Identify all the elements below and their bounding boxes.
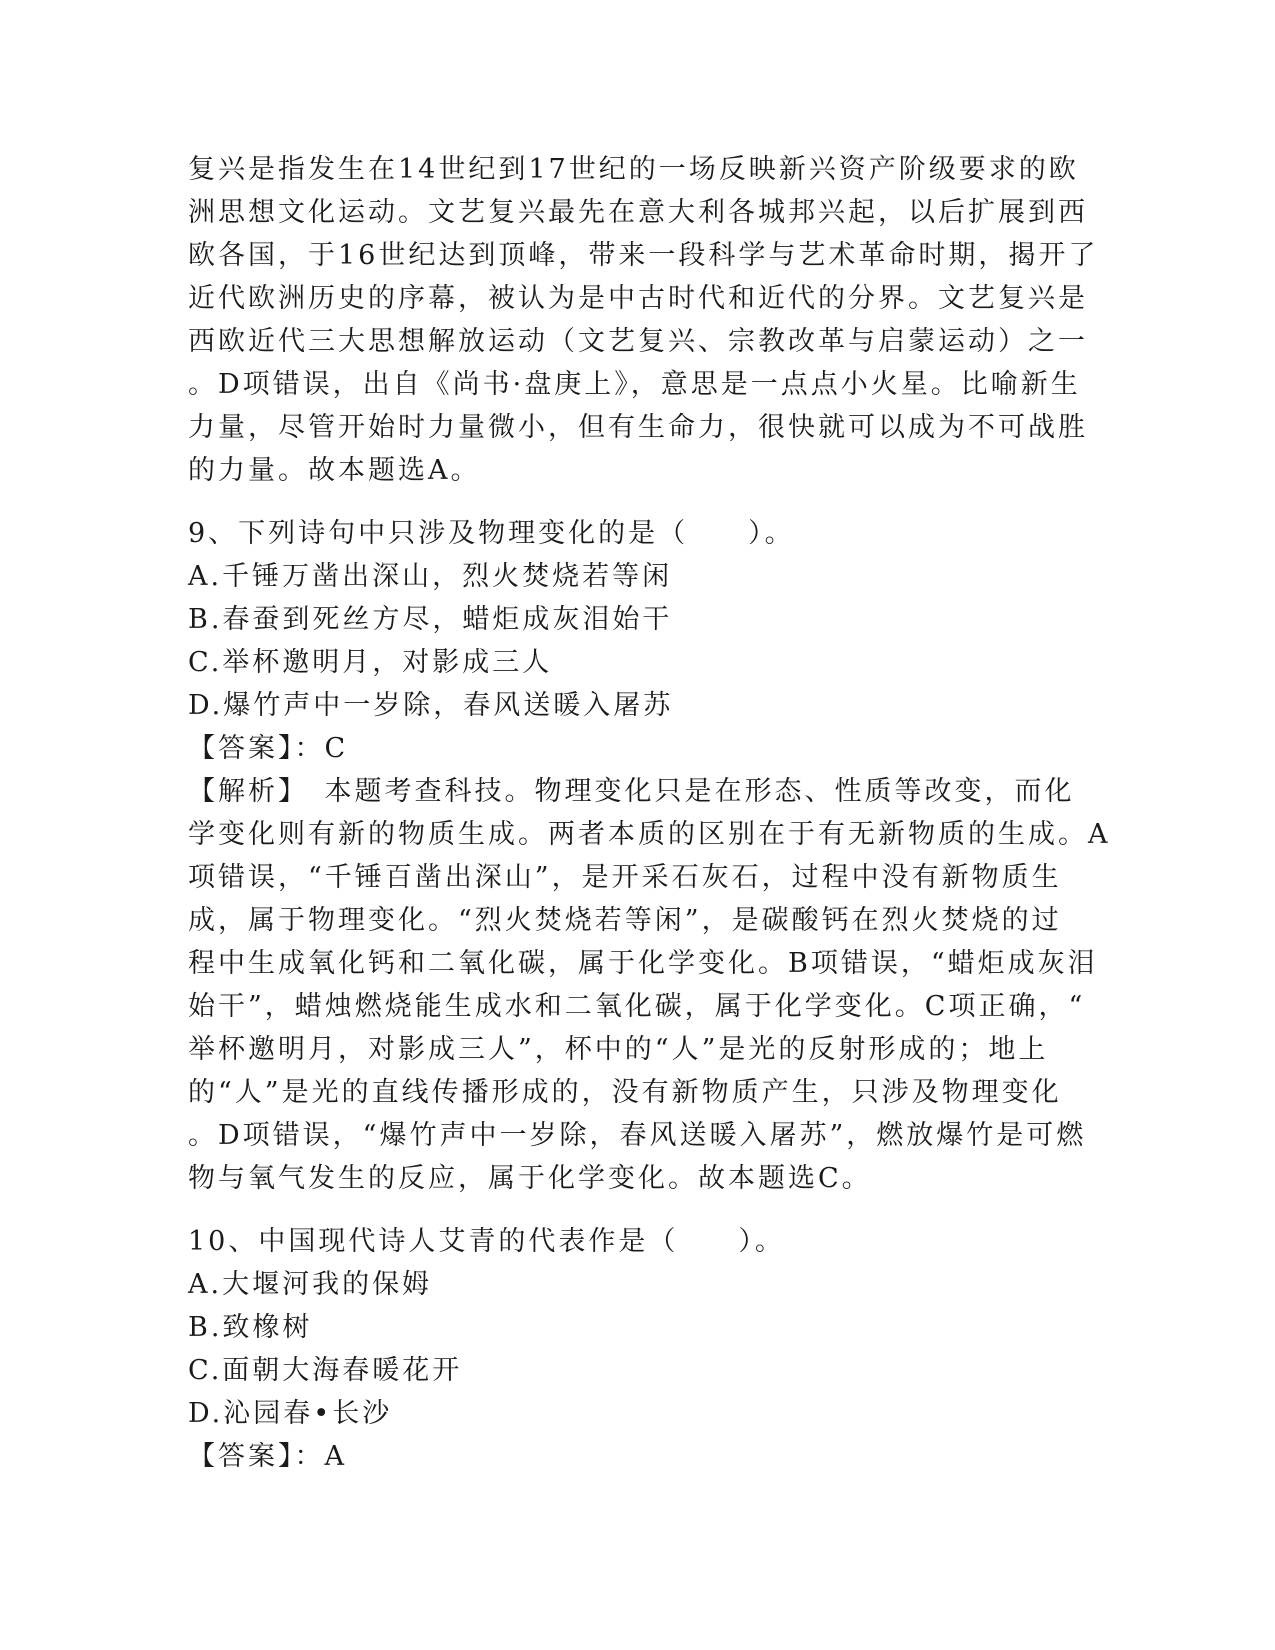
option-d: D.沁园春•长沙 bbox=[188, 1398, 393, 1429]
text-line: 物与氧气发生的反应，属于化学变化。故本题选C。 bbox=[188, 1163, 872, 1194]
explanation bbox=[188, 770, 1111, 1200]
prev-explanation bbox=[188, 148, 1099, 492]
option-a: A.大堰河我的保姆 bbox=[188, 1269, 433, 1300]
text-line: 西欧近代三大思想解放运动（文艺复兴、宗教改革与启蒙运动）之一 bbox=[188, 326, 1088, 357]
question-9 bbox=[188, 512, 1111, 1200]
text-line: 洲思想文化运动。文艺复兴最先在意大利各城邦兴起，以后扩展到西 bbox=[188, 197, 1088, 228]
text-line: 的“人”是光的直线传播形成的，没有新物质产生，只涉及物理变化 bbox=[188, 1077, 1062, 1108]
answer: 【答案】：C bbox=[188, 733, 349, 764]
question-stem: 10、中国现代诗人艾青的代表作是（ ）。 bbox=[188, 1226, 785, 1257]
text-line: 。D项错误，“爆竹声中一岁除，春风送暖入屠苏”，燃放爆竹是可燃 bbox=[188, 1120, 1087, 1151]
option-c: C.面朝大海春暖花开 bbox=[188, 1355, 463, 1386]
text-line: 程中生成氧化钙和二氧化碳，属于化学变化。B项错误，“蜡炬成灰泪 bbox=[188, 948, 1098, 979]
question-stem: 9、下列诗句中只涉及物理变化的是（ ）。 bbox=[188, 518, 795, 549]
option-c: C.举杯邀明月，对影成三人 bbox=[188, 647, 553, 678]
question-10 bbox=[188, 1220, 1088, 1478]
option-b: B.春蚕到死丝方尽，蜡炬成灰泪始干 bbox=[188, 604, 673, 635]
text-line: 的力量。故本题选A。 bbox=[188, 455, 481, 486]
text-line: 始干”，蜡烛燃烧能生成水和二氧化碳，属于化学变化。C项正确，“ bbox=[188, 991, 1086, 1022]
text-line: 成，属于物理变化。“烈火焚烧若等闲”，是碳酸钙在烈火焚烧的过 bbox=[188, 905, 1062, 936]
text-line: 项错误，“千锤百凿出深山”，是开采石灰石，过程中没有新物质生 bbox=[188, 862, 1062, 893]
document-page bbox=[188, 148, 1111, 1478]
text-line: 近代欧洲历史的序幕，被认为是中古时代和近代的分界。文艺复兴是 bbox=[188, 283, 1088, 314]
text-line: 学变化则有新的物质生成。两者本质的区别在于有无新物质的生成。A bbox=[188, 819, 1111, 850]
spacer bbox=[188, 492, 1088, 512]
text-line: 举杯邀明月，对影成三人”，杯中的“人”是光的反射形成的；地上 bbox=[188, 1034, 1049, 1065]
option-a: A.千锤万凿出深山，烈火焚烧若等闲 bbox=[188, 561, 673, 592]
answer: 【答案】：A bbox=[188, 1441, 347, 1472]
option-d: D.爆竹声中一岁除，春风送暖入屠苏 bbox=[188, 690, 674, 721]
text-line: 。D项错误，出自《尚书·盘庚上》，意思是一点点小火星。比喻新生 bbox=[188, 369, 1081, 400]
text-line: 复兴是指发生在14世纪到17世纪的一场反映新兴资产阶级要求的欧 bbox=[188, 154, 1079, 185]
option-b: B.致橡树 bbox=[188, 1312, 313, 1343]
text-line: 欧各国，于16世纪达到顶峰，带来一段科学与艺术革命时期，揭开了 bbox=[188, 240, 1099, 271]
text-line: 【解析】 本题考查科技。物理变化只是在形态、性质等改变，而化 bbox=[188, 776, 1075, 807]
spacer bbox=[188, 1200, 1088, 1220]
text-line: 力量，尽管开始时力量微小，但有生命力，很快就可以成为不可战胜 bbox=[188, 412, 1088, 443]
